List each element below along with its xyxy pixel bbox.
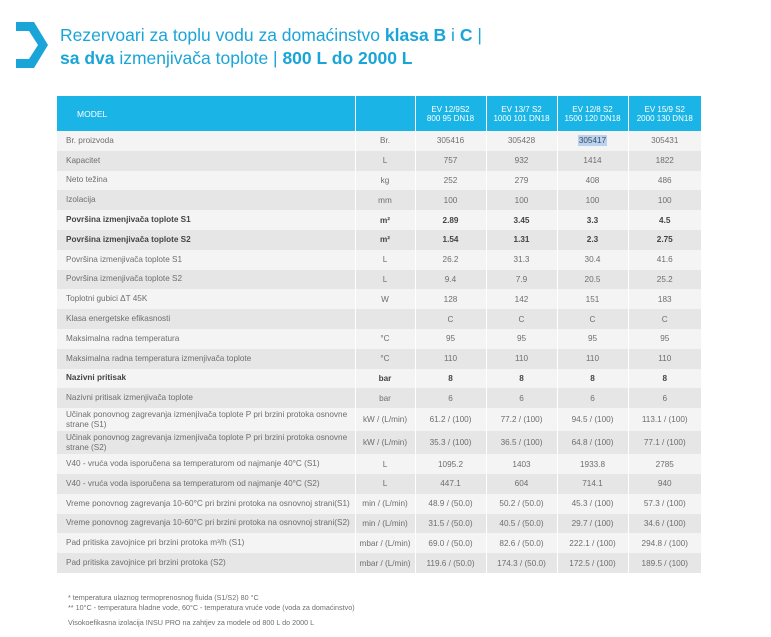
row-label: Kapacitet xyxy=(57,151,355,171)
row-unit: kg xyxy=(355,171,415,191)
table-row xyxy=(57,431,701,454)
cell-value: 174.3 / (50.0) xyxy=(486,553,557,573)
footnotes xyxy=(68,593,355,628)
cell-value-selected[interactable] xyxy=(557,131,628,151)
table-row xyxy=(57,270,701,290)
model-spec: 1500 120 DN18 xyxy=(564,113,621,123)
unit-header xyxy=(355,96,415,131)
row-unit: W xyxy=(355,289,415,309)
cell-value: 2.3 xyxy=(557,230,628,250)
cell-value: 128 xyxy=(415,289,486,309)
row-unit: °C xyxy=(355,349,415,369)
cell-value: 305416 xyxy=(415,131,486,151)
row-unit: bar xyxy=(355,388,415,408)
cell-value: 1403 xyxy=(486,454,557,474)
cell-value: 110 xyxy=(557,349,628,369)
model-name: EV 15/9 S2 xyxy=(644,104,685,114)
row-unit: L xyxy=(355,151,415,171)
cell-value: 8 xyxy=(662,373,668,383)
title-class-b: klasa B xyxy=(384,25,447,45)
cell-value: 6 xyxy=(415,388,486,408)
cell-value: 95 xyxy=(660,334,670,344)
cell-value: 151 xyxy=(557,289,628,309)
cell-value: 29.7 / (100) xyxy=(557,514,628,534)
cell-value: 110 xyxy=(415,349,486,369)
row-label: Učinak ponovnog zagrevanja izmenjivača toplote P pri brzini protoka osnovne strane (S1) xyxy=(57,408,355,431)
row-label: Vreme ponovnog zagrevanja 10-60°C pri brzini protoka na osnovnoj strani(S2) xyxy=(57,514,355,534)
row-label: Pad pritiska zavojnice pri brzini protoka (S2) xyxy=(57,553,355,573)
cell-value: 50.2 / (50.0) xyxy=(486,494,557,514)
table-row xyxy=(57,388,701,408)
model-column-header xyxy=(415,96,486,131)
model-name: EV 12/8 S2 xyxy=(572,104,613,114)
cell-value: 34.6 / (100) xyxy=(643,518,686,528)
table-header-row xyxy=(57,96,701,131)
model-header: MODEL xyxy=(57,96,355,131)
row-label: Učinak ponovnog zagrevanja izmenjivača toplote P pri brzini protoka osnovne strane (S2) xyxy=(57,431,355,454)
row-unit: m² xyxy=(355,230,415,250)
cell-value: 2.75 xyxy=(656,235,673,245)
model-column-header xyxy=(628,96,701,131)
footnote-insulation: Visokoefikasna izolacija INSU PRO na zahtjev za modele od 800 L do 2000 L xyxy=(68,618,315,627)
table-row xyxy=(57,250,701,270)
cell-value: 36.5 / (100) xyxy=(486,431,557,454)
row-label: Neto težina xyxy=(57,171,355,191)
row-label: Površina izmenjivača toplote S1 xyxy=(57,210,355,230)
cell-value: 305428 xyxy=(486,131,557,151)
cell-value: 94.5 / (100) xyxy=(557,408,628,431)
title-line-2 xyxy=(60,47,482,70)
cell-value: 69.0 / (50.0) xyxy=(415,533,486,553)
cell-value: 714.1 xyxy=(557,474,628,494)
row-unit: °C xyxy=(355,329,415,349)
row-unit: mbar / (L/min) xyxy=(355,553,415,573)
cell-value: 1414 xyxy=(557,151,628,171)
cell-value: 4.5 xyxy=(659,215,671,225)
cell-value: 932 xyxy=(486,151,557,171)
cell-value: 305431 xyxy=(651,136,679,146)
cell-value: 252 xyxy=(415,171,486,191)
cell-value: 1933.8 xyxy=(557,454,628,474)
cell-value: 100 xyxy=(486,190,557,210)
table-row xyxy=(57,349,701,369)
cell-value: 31.3 xyxy=(486,250,557,270)
table-row xyxy=(57,151,701,171)
cell-value: 222.1 / (100) xyxy=(557,533,628,553)
cell-value: 757 xyxy=(415,151,486,171)
table-row xyxy=(57,474,701,494)
cell-value: 8 xyxy=(415,369,486,389)
cell-value: 48.9 / (50.0) xyxy=(415,494,486,514)
cell-value: 6 xyxy=(486,388,557,408)
cell-value: 110 xyxy=(658,354,672,364)
cell-value: 142 xyxy=(486,289,557,309)
cell-value: 30.4 xyxy=(557,250,628,270)
cell-value: 1.31 xyxy=(486,230,557,250)
row-label: Površina izmenjivača toplote S2 xyxy=(57,270,355,290)
table-row xyxy=(57,369,701,389)
model-spec: 800 95 DN18 xyxy=(426,113,475,123)
cell-value: 2.89 xyxy=(415,210,486,230)
cell-value: 35.3 / (100) xyxy=(415,431,486,454)
table-row xyxy=(57,131,701,151)
row-unit: L xyxy=(355,454,415,474)
cell-value: 604 xyxy=(486,474,557,494)
model-column-header xyxy=(486,96,557,131)
title-range: 800 L do 2000 L xyxy=(282,48,413,68)
row-label: Klasa energetske efikasnosti xyxy=(57,309,355,329)
row-unit: L xyxy=(355,474,415,494)
cell-value: 41.6 xyxy=(656,255,673,265)
cell-value: 1095.2 xyxy=(415,454,486,474)
cell-value: 183 xyxy=(657,294,672,304)
row-label: V40 - vruća voda isporučena sa temperaturom od najmanje 40°C (S2) xyxy=(57,474,355,494)
table-row xyxy=(57,190,701,210)
title-two: sa dva xyxy=(60,48,115,68)
row-label: Površina izmenjivača toplote S2 xyxy=(57,230,355,250)
row-unit: kW / (L/min) xyxy=(355,408,415,431)
page-title xyxy=(60,24,482,70)
row-label: Površina izmenjivača toplote S1 xyxy=(57,250,355,270)
row-unit: mbar / (L/min) xyxy=(355,533,415,553)
row-unit: bar xyxy=(355,369,415,389)
chevron-logo-icon xyxy=(16,22,48,68)
footnote-cold-hot-water: ** 10°C - temperatura hladne vode, 60°C - temperatura vruće vode (voda za domaćinstvo) xyxy=(68,603,355,612)
cell-value: C xyxy=(486,309,557,329)
title-line-1 xyxy=(60,24,482,47)
cell-value: 3.45 xyxy=(486,210,557,230)
title-exchangers: izmenjivača toplote | xyxy=(114,48,283,68)
cell-value: 25.2 xyxy=(656,274,673,284)
cell-value: 82.6 / (50.0) xyxy=(486,533,557,553)
cell-value: 7.9 xyxy=(486,270,557,290)
spec-table xyxy=(57,96,701,573)
cell-value: 447.1 xyxy=(415,474,486,494)
table-row xyxy=(57,309,701,329)
cell-value: 95 xyxy=(415,329,486,349)
row-label: Pad pritiska zavojnice pri brzini protoka m³/h (S1) xyxy=(57,533,355,553)
row-unit xyxy=(355,309,415,329)
cell-value: 20.5 xyxy=(557,270,628,290)
row-unit: m² xyxy=(355,210,415,230)
cell-value: 8 xyxy=(486,369,557,389)
cell-value: 2785 xyxy=(655,459,674,469)
cell-value: 45.3 / (100) xyxy=(557,494,628,514)
row-label: Maksimalna radna temperatura xyxy=(57,329,355,349)
cell-value: 279 xyxy=(486,171,557,191)
cell-value: 113.1 / (100) xyxy=(641,415,688,425)
row-unit: mm xyxy=(355,190,415,210)
cell-value: 1822 xyxy=(655,156,674,166)
row-unit: min / (L/min) xyxy=(355,494,415,514)
cell-value: 294.8 / (100) xyxy=(641,538,688,548)
cell-value: 61.2 / (100) xyxy=(415,408,486,431)
row-unit: kW / (L/min) xyxy=(355,431,415,454)
table-row xyxy=(57,553,701,573)
row-label: Izolacija xyxy=(57,190,355,210)
cell-value: 31.5 / (50.0) xyxy=(415,514,486,534)
table-row xyxy=(57,329,701,349)
cell-value: 486 xyxy=(657,175,672,185)
table-row xyxy=(57,210,701,230)
cell-value: 1.54 xyxy=(415,230,486,250)
cell-value: C xyxy=(557,309,628,329)
cell-value: 119.6 / (50.0) xyxy=(415,553,486,573)
model-name: EV 13/7 S2 xyxy=(501,104,542,114)
row-label: Nazivni pritisak xyxy=(57,369,355,389)
table-row xyxy=(57,494,701,514)
cell-value: 6 xyxy=(557,388,628,408)
table-row xyxy=(57,514,701,534)
title-class-c: C xyxy=(459,25,473,45)
cell-value: 26.2 xyxy=(415,250,486,270)
row-label: Maksimalna radna temperatura izmenjivača toplote xyxy=(57,349,355,369)
cell-value: 77.2 / (100) xyxy=(486,408,557,431)
table-row xyxy=(57,230,701,250)
cell-value: C xyxy=(661,314,668,324)
cell-value: 64.8 / (100) xyxy=(557,431,628,454)
table-row xyxy=(57,533,701,553)
cell-value: C xyxy=(415,309,486,329)
table-row xyxy=(57,289,701,309)
title-text: Rezervoari za toplu vodu za domaćinstvo xyxy=(60,25,385,45)
model-name: EV 12/9S2 xyxy=(431,104,470,114)
cell-value: 6 xyxy=(662,393,668,403)
cell-value: 77.1 / (100) xyxy=(643,438,686,448)
row-label: Br. proizvoda xyxy=(57,131,355,151)
table-row xyxy=(57,408,701,431)
cell-value: 100 xyxy=(415,190,486,210)
row-label: V40 - vruća voda isporučena sa temperaturom od najmanje 40°C (S1) xyxy=(57,454,355,474)
cell-value: 9.4 xyxy=(415,270,486,290)
selected-text[interactable]: 305417 xyxy=(578,136,607,146)
model-column-header xyxy=(557,96,628,131)
footnote-temperature: * temperatura ulaznog termoprenosnog fluida (S1/S2) 80 °C xyxy=(68,593,259,602)
cell-value: 95 xyxy=(486,329,557,349)
cell-value: 57.3 / (100) xyxy=(643,499,686,509)
cell-value: 408 xyxy=(557,171,628,191)
cell-value: 40.5 / (50.0) xyxy=(486,514,557,534)
row-unit: L xyxy=(355,250,415,270)
model-spec: 1000 101 DN18 xyxy=(493,113,550,123)
title-separator: | xyxy=(472,25,482,45)
cell-value: 189.5 / (100) xyxy=(641,558,688,568)
page-header xyxy=(0,0,771,90)
cell-value: 100 xyxy=(657,195,672,205)
row-label: Toplotni gubici ΔT 45K xyxy=(57,289,355,309)
cell-value: 3.3 xyxy=(557,210,628,230)
cell-value: 8 xyxy=(557,369,628,389)
cell-value: 940 xyxy=(657,479,672,489)
row-unit: min / (L/min) xyxy=(355,514,415,534)
row-label: Nazivni pritisak izmenjivača toplote xyxy=(57,388,355,408)
cell-value: 172.5 / (100) xyxy=(557,553,628,573)
model-spec: 2000 130 DN18 xyxy=(636,113,693,123)
row-unit: Br. xyxy=(355,131,415,151)
row-label: Vreme ponovnog zagrevanja 10-60°C pri brzini protoka na osnovnoj strani(S1) xyxy=(57,494,355,514)
row-unit: L xyxy=(355,270,415,290)
title-and: i xyxy=(446,25,460,45)
table-row xyxy=(57,171,701,191)
cell-value: 95 xyxy=(557,329,628,349)
cell-value: 100 xyxy=(557,190,628,210)
table-row xyxy=(57,454,701,474)
cell-value: 110 xyxy=(486,349,557,369)
